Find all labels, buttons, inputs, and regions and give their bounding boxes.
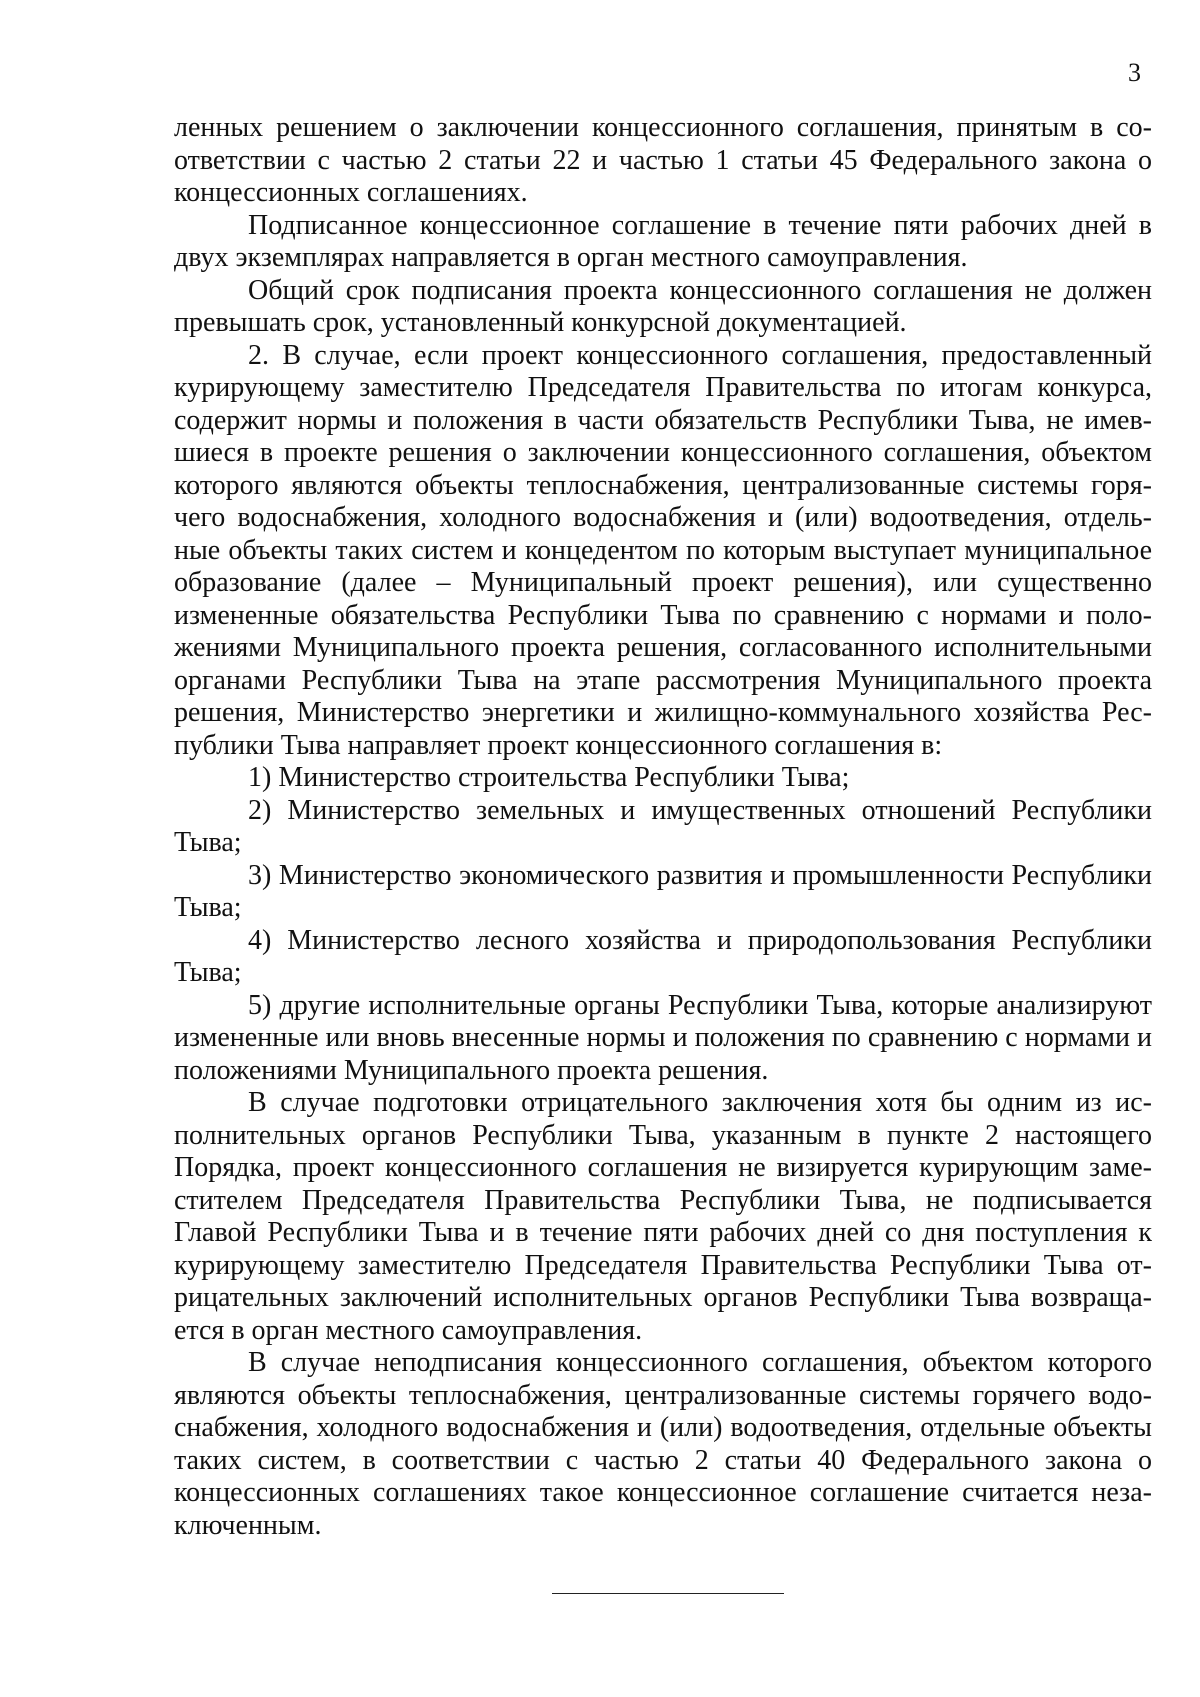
end-of-document-rule xyxy=(552,1593,784,1594)
paragraph-clause-2: 2. В случае, если проект концессионного соглашения, предоставленный курирующему заместителю Председателя Правительства по итогам конкурса, содержит нормы и положения в части обязательств Республики Тыва, не имевшиеся в проекте решения о заключении концессионного соглашения, объектом которого являются объекты теплоснабжения, централизованные системы горячего водоснабжения, холодного водоснабжения и (или) водоотведения, отдельные объекты таких систем и концедентом по которым выступает муниципальное образование (далее – Муниципальный проект решения), или существенно измененные обязательства Республики Тыва по сравнению с нормами и положениями Муниципального проекта решения, согласованного исполнительными органами Республики Тыва на этапе рассмотрения Муниципального проекта решения, Министерство энергетики и жилищно-коммунального хозяйства Республики Тыва направляет проект концессионного соглашения в: xyxy=(174,339,1152,761)
list-item-4: 4) Министерство лесного хозяйства и природопользования Республики Тыва; xyxy=(174,924,1152,988)
paragraph-unsigned-agreement: В случае неподписания концессионного соглашения, объектом которого являются объекты теплоснабжения, централизованные системы горячего водоснабжения, холодного водоснабжения и (или) водоотведения, отдельные объекты таких систем, в соответствии с частью 2 статьи 40 Федерального закона о концессионных соглашениях такое концессионное соглашение считается незаключенным. xyxy=(174,1347,1152,1541)
paragraph-signing-term: Общий срок подписания проекта концессионного соглашения не должен превышать срок, установленный конкурсной документацией. xyxy=(174,274,1152,338)
list-item-2: 2) Министерство земельных и имущественных отношений Республики Тыва; xyxy=(174,794,1152,858)
paragraph-signed-agreement: Подписанное концессионное соглашение в течение пяти рабочих дней в двух экземплярах направляется в орган местного самоуправления. xyxy=(174,209,1152,273)
document-body xyxy=(174,112,1152,1542)
paragraph-continuation: ленных решением о заключении концессионного соглашения, принятым в соответствии с частью 2 статьи 22 и частью 1 статьи 45 Федерального закона о концессионных соглашениях. xyxy=(174,112,1152,208)
list-item-3: 3) Министерство экономического развития и промышленности Республики Тыва; xyxy=(174,859,1152,923)
paragraph-negative-conclusion: В случае подготовки отрицательного заключения хотя бы одним из исполнительных органов Республики Тыва, указанным в пункте 2 настоящего Порядка, проект концессионного соглашения не визируется курирующим заместителем Председателя Правительства Республики Тыва, не подписывается Главой Республики Тыва и в течение пяти рабочих дней со дня поступления к курирующему заместителю Председателя Правительства Республики Тыва отрицательных заключений исполнительных органов Республики Тыва возвращается в орган местного самоуправления. xyxy=(174,1087,1152,1346)
list-item-5: 5) другие исполнительные органы Республики Тыва, которые анализируют измененные или вновь внесенные нормы и положения по сравнению с нормами и положениями Муниципального проекта решения. xyxy=(174,989,1152,1086)
page-number: 3 xyxy=(1128,58,1141,87)
list-item-1: 1) Министерство строительства Республики Тыва; xyxy=(248,762,850,793)
